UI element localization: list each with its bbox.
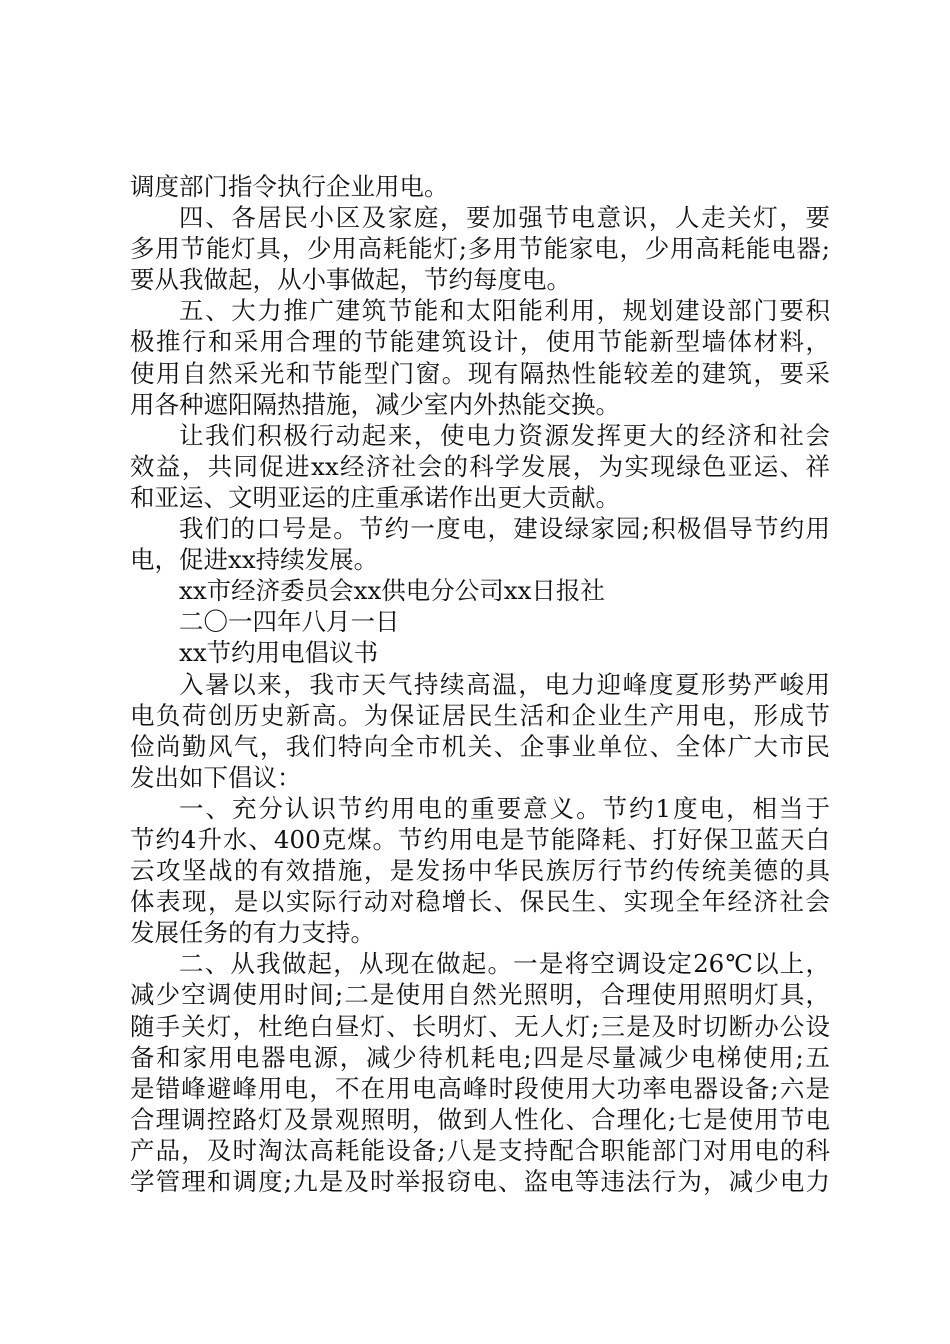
text-line: 二〇一四年八月一日 [179, 607, 400, 637]
text-line: 发出如下倡议： [130, 762, 302, 792]
text-line: 电负荷创历史新高。为保证居民生活和企业生产用电，形成节 [130, 700, 830, 730]
text-line: 一、充分认识节约用电的重要意义。节约1度电，相当于 [179, 793, 830, 823]
text-line: 四、各居民小区及家庭，要加强节电意识，人走关灯，要 [179, 203, 830, 233]
text-line: 和亚运、文明亚运的庄重承诺作出更大贡献。 [130, 482, 620, 512]
document-body [130, 171, 830, 1197]
text-line: 我们的口号是。节约一度电，建设绿家园;积极倡导节约用 [179, 514, 830, 544]
text-line: xx市经济委员会xx供电分公司xx日报社 [179, 576, 605, 606]
text-line: 让我们积极行动起来，使电力资源发挥更大的经济和社会 [179, 420, 830, 450]
text-line: 入暑以来，我市天气持续高温，电力迎峰度夏形势严峻用 [179, 669, 830, 699]
text-line: 调度部门指令执行企业用电。 [130, 172, 449, 201]
text-line: 二、从我做起，从现在做起。一是将空调设定26℃以上， [179, 949, 830, 979]
text-line: 是错峰避峰用电，不在用电高峰时段使用大功率电器设备;六是 [130, 1073, 830, 1103]
text-line: 减少空调使用时间;二是使用自然光照明，合理使用照明灯具， [130, 980, 830, 1010]
text-line: 随手关灯，杜绝白昼灯、长明灯、无人灯;三是及时切断办公设 [130, 1011, 830, 1041]
text-line: 使用自然采光和节能型门窗。现有隔热性能较差的建筑，要采 [130, 358, 830, 388]
text-line: 五、大力推广建筑节能和太阳能利用，规划建设部门要积 [179, 296, 830, 326]
text-line: 俭尚勤风气，我们特向全市机关、企事业单位、全体广大市民 [130, 731, 830, 761]
text-line: 要从我做起，从小事做起，节约每度电。 [130, 265, 571, 295]
text-line: 备和家用电器电源，减少待机耗电;四是尽量减少电梯使用;五 [130, 1042, 830, 1072]
text-line: 节约4升水、400克煤。节约用电是节能降耗、打好保卫蓝天白 [130, 824, 830, 854]
text-line: 极推行和采用合理的节能建筑设计，使用节能新型墙体材料， [130, 327, 830, 357]
text-line: xx节约用电倡议书 [179, 638, 379, 668]
text-line: 体表现，是以实际行动对稳增长、保民生、实现全年经济社会 [130, 887, 830, 917]
text-line: 发展任务的有力支持。 [130, 918, 375, 948]
text-line: 学管理和调度;九是及时举报窃电、盗电等违法行为，减少电力 [130, 1167, 830, 1196]
text-line: 产品，及时淘汰高耗能设备;八是支持配合职能部门对用电的科 [130, 1135, 830, 1165]
text-line: 多用节能灯具，少用高耗能灯;多用节能家电，少用高耗能电器; [130, 234, 830, 264]
text-line: 云攻坚战的有效措施，是发扬中华民族厉行节约传统美德的具 [130, 856, 830, 886]
text-line: 合理调控路灯及景观照明，做到人性化、合理化;七是使用节电 [130, 1104, 830, 1134]
text-line: 效益，共同促进xx经济社会的科学发展，为实现绿色亚运、祥 [130, 451, 830, 481]
text-line: 电，促进xx持续发展。 [130, 545, 379, 575]
text-line: 用各种遮阳隔热措施，减少室内外热能交换。 [130, 389, 620, 419]
